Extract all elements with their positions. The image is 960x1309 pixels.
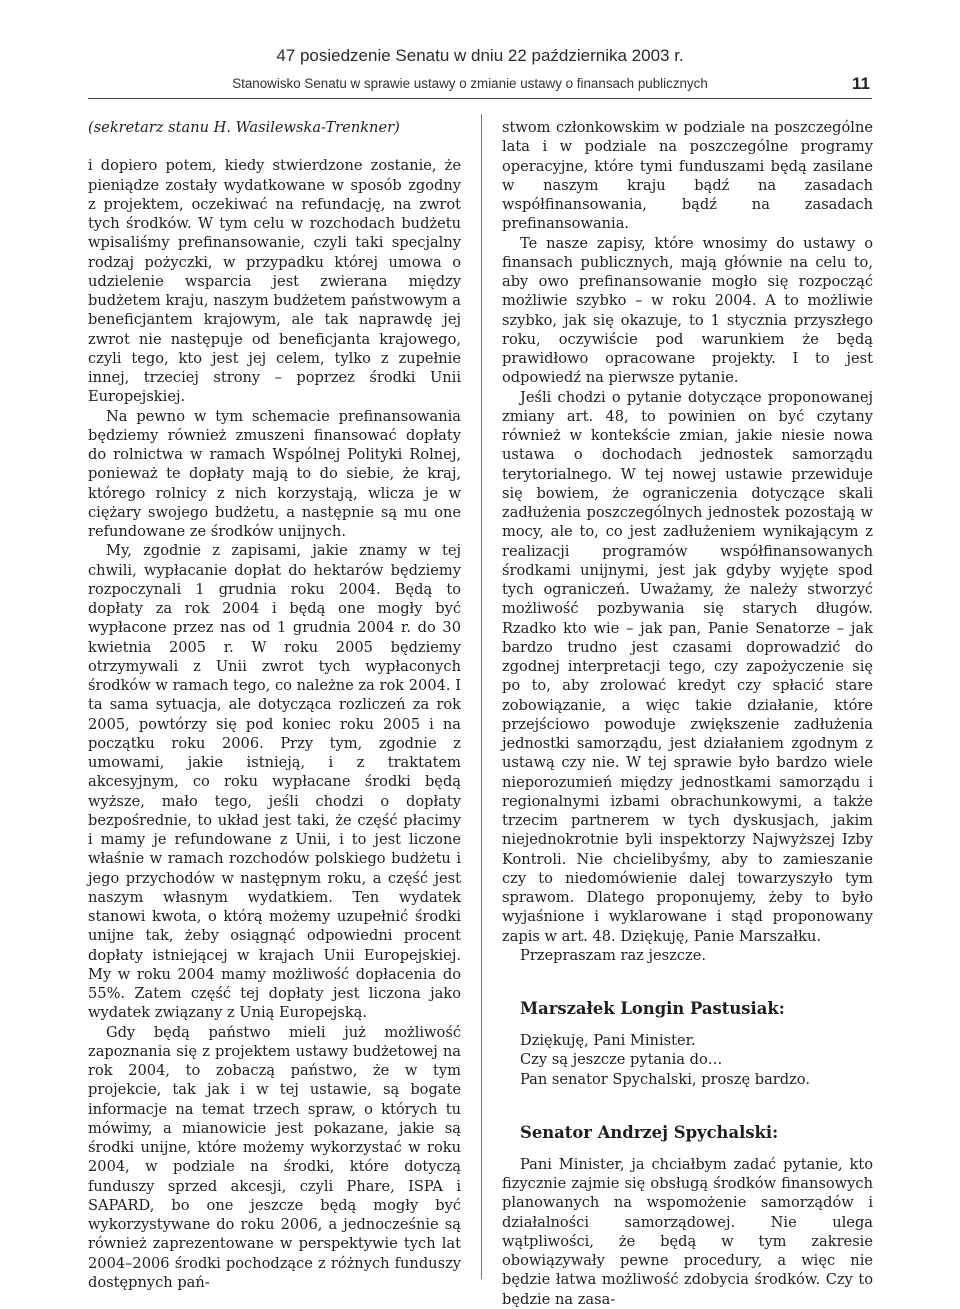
speech-line: Dziękuję, Pani Minister. [520, 1032, 696, 1049]
paragraph: i dopiero potem, kiedy stwierdzone zostanie, że pieniądze zostały wydatkowane w sposób zgodny z projektem, oczekiwać na refundację, na zwrot tych środków. W tym celu w rozchodach budżetu wpisaliśmy prefinansowanie, czyli taki specjalny rodzaj pożyczki, w przypadku której umowa o udzielenie wsparcia jest zwierana między budżetem kraju, naszym budżetem państwowym a beneficjantem krajowym, ale tak naprawdę jej zwrot nie następuje od beneficjanta krajowego, czyli tego, kto jest jej celem, tylko z zupełnie innej, trzeciej strony – poprzez środki Unii Europejskiej. [88, 157, 461, 406]
page-subtitle: Stanowisko Senatu w sprawie ustawy o zmianie ustawy o finansach publicznych [232, 76, 708, 91]
paragraph: Jeśli chodzi o pytanie dotyczące proponowanej zmiany art. 48, to powinien on być czytany również w kontekście zmian, jakie niesie nowa ustawa o dochodach jednostek samorządu terytorialnego. W tej nowej ustawie przewiduje się bowiem, że ograniczenia dotyczące skali zadłużenia poszczególnych jednostek pozostają w mocy, ale to, co jest zadłużeniem wynikającym z realizacji programów współfinansowanych środkami unijnymi, jest jak gdyby wyjęte spod tych ograniczeń. Uważamy, że należy stworzyć możliwość pozbywania się starych długów. Rzadko kto wie – jak pan, Panie Senatorze – jak bardzo trudno jest czasami doprowadzić do zgodnej interpretacji tego, czy zapożyczenie się po to, aby zrolować kredyt czy spłacić stare zobowiązanie, a więc takie działanie, które przejściowo powoduje zwiększenie zadłużenia jednostki samorządu, jest działaniem zgodnym z ustawą czy nie. W tej sprawie było bardzo wiele nieporozumień między jednostkami samorządu i regionalnymi izbami obrachunkowymi, a także trzecim partnerem w tych dyskusjach, jakim niejednokrotnie byli inspektorzy Najwyższej Izby Kontroli. Nie chcielibyśmy, aby to zamieszanie czy to niedomówienie dalej towarzyszyło tym sprawom. Dlatego proponujemy, żeby to było wyjaśnione i wyklarowane i stąd proponowany zapis w art. 48. Dziękuję, Panie Marszałku. [502, 388, 873, 945]
speaker-note: (sekretarz stanu H. Wasilewska-Trenkner) [88, 119, 400, 136]
speech-line: Pan senator Spychalski, proszę bardzo. [520, 1070, 810, 1088]
paragraph: My, zgodnie z zapisami, jakie znamy w tej chwili, wypłacanie dopłat do hektarów będziemy rozpoczynali 1 grudnia roku 2004. Będą to dopłaty za rok 2004 i będą one mogły być wypłacone przez nas od 1 grudnia 2004 r. do 30 kwietnia 2005 r. W roku 2005 będziemy otrzymywali z Unii zwrot tych wypłaconych środków w ramach tego, co należne za rok 2004. I ta sama sytuacja, ale dotycząca rozliczeń za rok 2005, powtórzy się pod koniec roku 2005 i na początku roku 2006. Przy tym, zgodnie z umowami, jakie istnieją, i z traktatem akcesyjnym, co roku wypłacane środki będą wyższe, mało tego, jeśli chodzi o dopłaty bezpośrednie, to układ jest taki, że część płacimy i mamy je refundowane z Unii, i to jest liczone właśnie w ramach rozchodów polskiego budżetu i jego przychodów w następnym roku, a część jest naszym własnym wydatkiem. Ten wydatek stanowi kwota, o którą możemy uzupełnić środki unijne tak, żeby osiągnąć odpowiedni procent dopłaty istniejącej w krajach Unii Europejskiej. My w roku 2004 mamy możliwość dopłacenia do 55%. Zatem część tej dopłaty jest liczona jako wydatek związany z Unią Europejską. [88, 542, 461, 1022]
left-column [88, 118, 461, 1292]
page-title: 47 posiedzenie Senatu w dniu 22 października 2003 r. [276, 46, 684, 65]
paragraph: Te nasze zapisy, które wnosimy do ustawy o finansach publicznych, mają głównie na celu to, aby owo prefinansowanie mogło się rozpocząć możliwie szybko – w roku 2004. A to możliwie szybko, jak się okazuje, to 1 stycznia przyszłego roku, oczywiście pod warunkiem że będą prawidłowo opracowane projekty. I to jest odpowiedź na pierwsze pytanie. [502, 234, 873, 387]
paragraph: Na pewno w tym schemacie prefinansowania będziemy również zmuszeni finansować dopłaty do rolnictwa w ramach Wspólnej Polityki Rolnej, ponieważ te dopłaty mają to do siebie, że kraj, którego rolnicy z nich korzystają, wlicza je w ciężary swojego budżetu, a następnie są mu one refundowane ze środków unijnych. [88, 407, 461, 540]
speech-line: Czy są jeszcze pytania do… [520, 1051, 723, 1069]
page-number: 11 [852, 74, 870, 93]
speaker-heading: Senator Andrzej Spychalski: [520, 1122, 779, 1142]
paragraph: Gdy będą państwo mieli już możliwość zapoznania się z projektem ustawy budżetowej na rok 2004, to zobaczą państwo, że w tym projekcie, tak jak i w tej ustawie, są bogate informacje na temat trzech spraw, o których tu mówimy, a mianowicie jest pokazane, jakie są środki unijne, które możemy wykorzystać w roku 2004, w podziale na środki, które dotyczą funduszy sprzed akcesji, czyli Phare, ISPA i SAPARD, bo one jeszcze będą mogły być wykorzystywane do roku 2006, a jednocześnie są również zaprezentowane w perspektywie tych lat 2004–2006 środki pochodzące z różnych funduszy dostępnych pań- [88, 1023, 461, 1291]
header-divider [88, 98, 872, 99]
column-divider [481, 114, 482, 1279]
paragraph: stwom członkowskim w podziale na poszczególne lata i w podziale na poszczególne programy operacyjne, które tymi funduszami będą zasilane w naszym kraju bądź na zasadach współfinansowania, bądź na zasadach prefinansowania. [502, 119, 873, 233]
speaker-heading: Marszałek Longin Pastusiak: [520, 999, 785, 1018]
paragraph: Przepraszam raz jeszcze. [520, 946, 706, 964]
paragraph: Pani Minister, ja chciałbym zadać pytanie, kto fizycznie zajmie się obsługą środków finansowych planowanych na wspomożenie samorządów i działalności samorządowej. Nie ulega wątpliwości, że będą w tym zakresie obowiązywały pewne procedury, a więc nie będzie łatwa możliwość zdobycia środków. Czy to będzie na zasa- [502, 1155, 873, 1308]
right-column [502, 118, 873, 1309]
